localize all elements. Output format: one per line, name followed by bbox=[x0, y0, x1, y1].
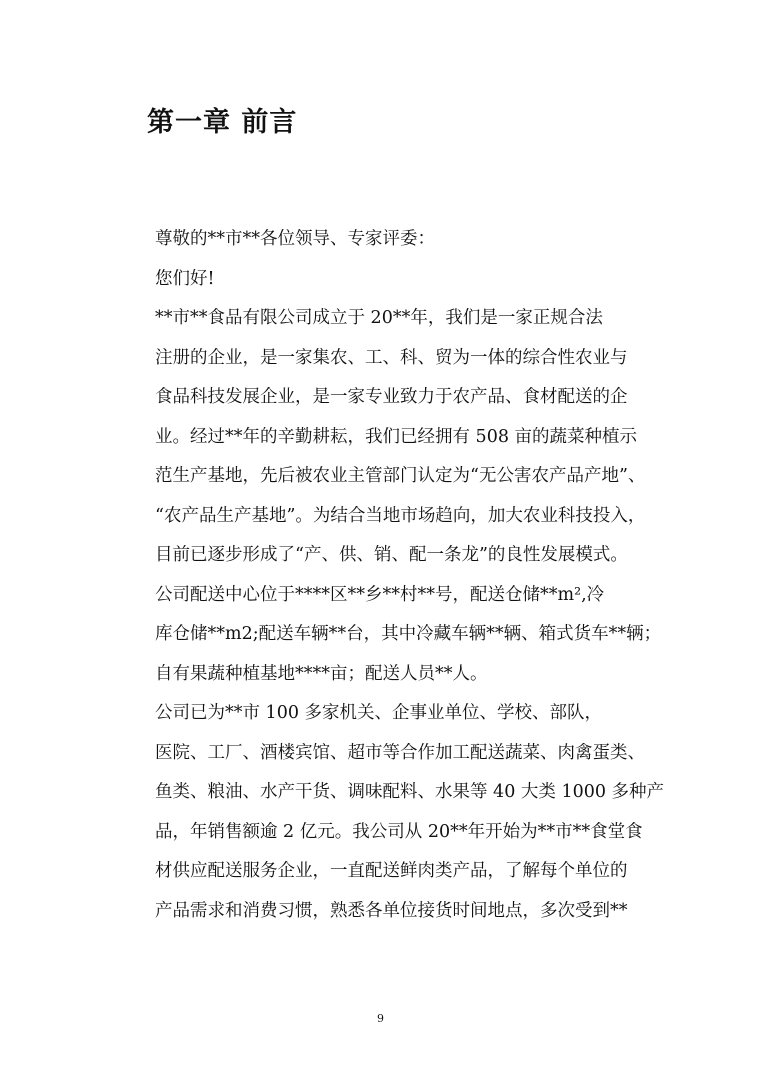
text-line: 目前已逐步形成了“产、供、销、配一条龙”的良性发展模式。 bbox=[155, 545, 628, 565]
paragraph-distribution-center bbox=[118, 576, 662, 695]
paragraph-clients bbox=[118, 694, 665, 931]
paragraph-company-intro bbox=[118, 299, 646, 576]
text-line: 范生产基地，先后被农业主管部门认定为“无公害农产品产地”、 bbox=[155, 466, 646, 486]
text-line: 公司已为**市 100 多家机关、企事业单位、学校、部队， bbox=[155, 703, 603, 723]
text-line: 品，年销售额逾 2 亿元。我公司从 20**年开始为**市**食堂食 bbox=[155, 821, 643, 842]
text-line: 医院、工厂、酒楼宾馆、超市等合作加工配送蔬菜、肉禽蛋类、 bbox=[155, 742, 645, 763]
text-line: **市**食品有限公司成立于 20**年，我们是一家正规合法 bbox=[155, 308, 603, 328]
text-line: 业。经过**年的辛勤耕耘，我们已经拥有 508 亩的蔬菜种植示 bbox=[155, 426, 638, 447]
text-line: 鱼类、粮油、水产干货、调味配料、水果等 40 大类 1000 多种产 bbox=[155, 782, 665, 802]
body-text bbox=[118, 220, 665, 931]
text-line: 注册的企业，是一家集农、工、科、贸为一体的综合性农业与 bbox=[155, 347, 628, 368]
text-line: 材供应配送服务企业，一直配送鲜肉类产品，了解每个单位的 bbox=[155, 861, 628, 881]
text-line: 库仓储**m2;配送车辆**台，其中冷藏车辆**辆、箱式货车**辆； bbox=[155, 624, 662, 644]
text-line: “农产品生产基地”。为结合当地市场趋向，加大农业科技投入， bbox=[155, 505, 646, 526]
page-number: 9 bbox=[377, 1012, 384, 1025]
chapter-title: 第一章 前言 bbox=[147, 107, 298, 138]
greeting: 您们好! bbox=[155, 268, 215, 289]
salutation: 尊敬的**市**各位领导、专家评委： bbox=[155, 229, 435, 249]
text-line: 产品需求和消费习惯，熟悉各单位接货时间地点，多次受到** bbox=[155, 900, 628, 921]
text-line: 自有果蔬种植基地****亩；配送人员**人。 bbox=[155, 663, 488, 684]
text-line: 食品科技发展企业，是一家专业致力于农产品、食材配送的企 bbox=[155, 387, 628, 407]
text-line: 公司配送中心位于****区**乡**村**号，配送仓储**m²,冷 bbox=[155, 584, 605, 605]
